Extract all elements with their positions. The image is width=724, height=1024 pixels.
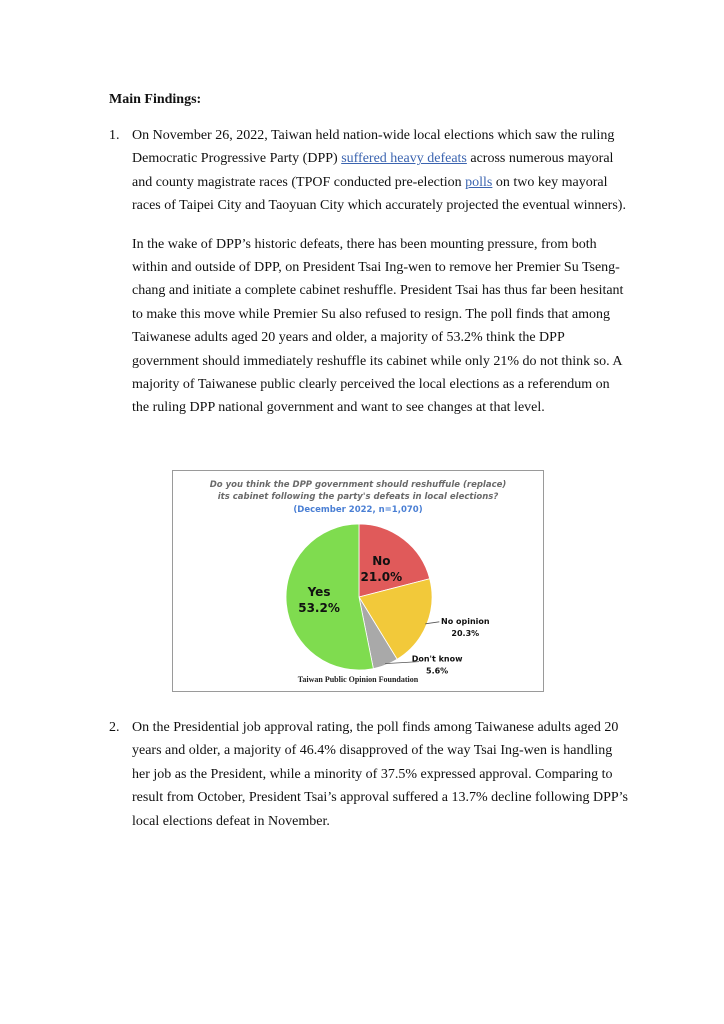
- pie-chart-figure: [172, 470, 544, 692]
- paragraph-text: across numerous mayoral and county magistrate races (TPOF conducted pre-election: [132, 151, 614, 190]
- finding-paragraph: In the wake of DPP’s historic defeats, there has been mounting pressure, from both within and outside of DPP, on President Tsai Ing-wen to remove her Premier Su Tseng-chang and initiate a complete cabinet reshuffle. President Tsai has thus far been hesitant to make this move while Premier Su also refused to resign. The poll finds that among Taiwanese adults aged 20 years and older, a majority of 53.2% think the DPP government should immediately reshuffle its cabinet while only 21% do not think so. A majority of Taiwanese public clearly perceived the local elections as a referendum on the ruling DPP national government and want to see changes at that level.: [132, 236, 624, 416]
- slice-label-dont-know: Don't know: [411, 654, 463, 664]
- finding-number: 1.: [109, 128, 120, 143]
- pie-chart: [173, 471, 543, 691]
- finding-1: [109, 124, 629, 420]
- polls-link[interactable]: polls: [465, 174, 493, 190]
- finding-paragraph: [132, 124, 629, 218]
- main-findings-heading: Main Findings:: [109, 92, 202, 107]
- paragraph-text: On November 26, 2022, Taiwan held nation-wide local elections which saw the ruling Democratic Progressive Party (DPP): [132, 128, 615, 167]
- chart-title-line2: its cabinet following the party's defeats in local elections?: [217, 492, 499, 502]
- slice-value-dont-know: 5.6%: [426, 666, 449, 676]
- slice-label-no: No: [372, 554, 391, 569]
- slice-value-no-opinion: 20.3%: [451, 628, 480, 638]
- finding-paragraph: On the Presidential job approval rating, the poll finds among Taiwanese adults aged 20 years and older, a majority of 46.4% disapproved of the way Tsai Ing-wen is handling her job as the President, while a minority of 37.5% expressed approval. Comparing to result from October, President Tsai’s approval suffered a 13.7% decline following DPP’s local elections defeat in November.: [132, 720, 629, 829]
- slice-value-no: 21.0%: [360, 570, 403, 585]
- slice-value-yes: 53.2%: [298, 600, 340, 615]
- suffered-heavy-defeats-link[interactable]: suffered heavy defeats: [341, 151, 467, 167]
- finding-2: [109, 716, 629, 833]
- slice-label-no-opinion: No opinion: [441, 616, 490, 626]
- chart-source: Taiwan Public Opinion Foundation: [297, 675, 419, 684]
- slice-label-yes: Yes: [307, 584, 331, 599]
- chart-subtitle: (December 2022, n=1,070): [293, 505, 423, 515]
- finding-number: 2.: [109, 720, 120, 735]
- paragraph-text: on two key mayoral races of Taipei City and Taoyuan City which accurately projected the eventual winners).: [132, 174, 626, 214]
- chart-title-line1: Do you think the DPP government should reshuffule (replace): [209, 480, 507, 490]
